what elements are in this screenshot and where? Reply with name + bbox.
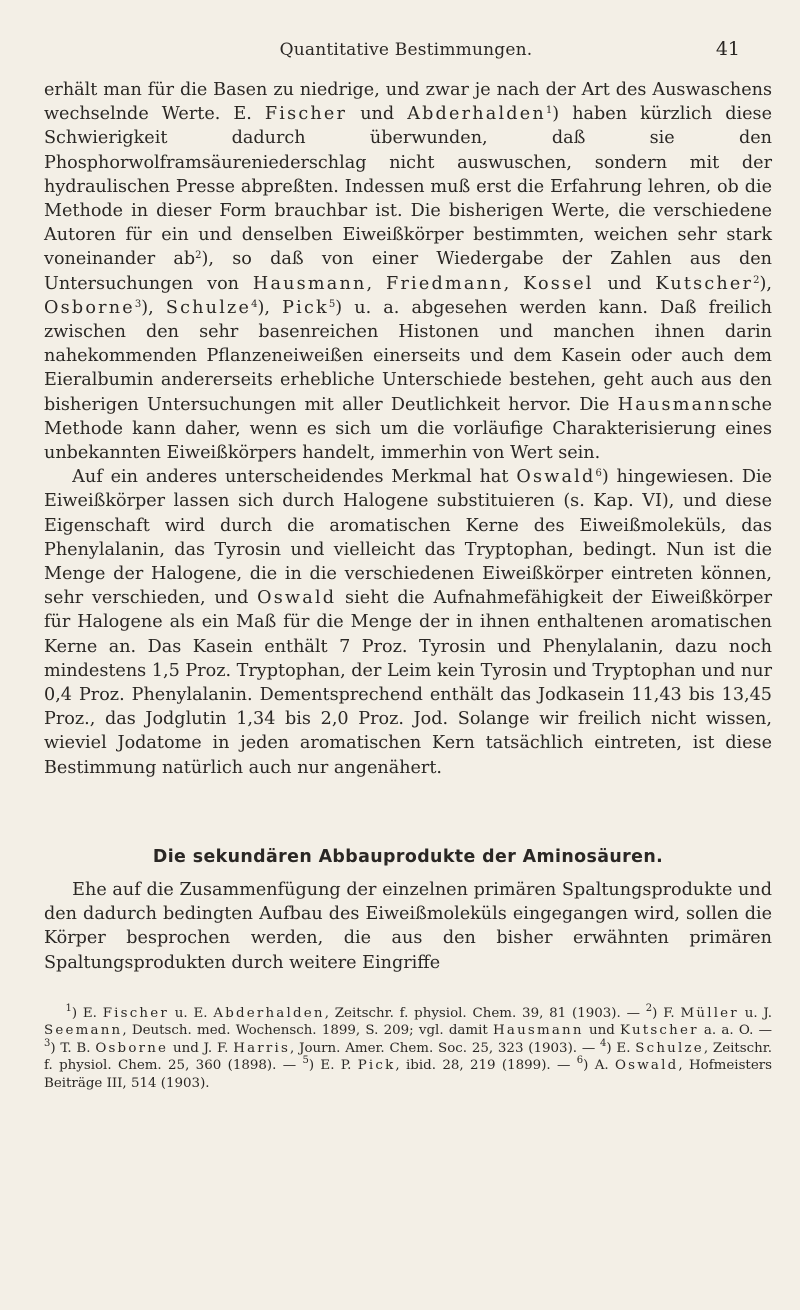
author-name: Oswald bbox=[615, 1058, 679, 1074]
running-title: Quantitative Bestimmungen. bbox=[279, 40, 533, 60]
author-name: Kutscher bbox=[655, 273, 754, 294]
footnote-marker: 6 bbox=[576, 1055, 584, 1067]
text-run: Auf ein anderes unterscheidendes Merkmal hat bbox=[72, 467, 517, 488]
footnote-marker: 4 bbox=[251, 298, 258, 310]
footnote-marker: 5 bbox=[302, 1055, 309, 1067]
running-header bbox=[60, 22, 752, 62]
author-name: Harris bbox=[233, 1040, 291, 1056]
page-number: 41 bbox=[715, 38, 740, 60]
text-run: ) E. bbox=[71, 1006, 103, 1021]
text-run: ), bbox=[257, 297, 283, 318]
text-run: ) T. B. bbox=[50, 1040, 96, 1056]
text-run: u. E. bbox=[168, 1006, 214, 1021]
text-run: , Hofmeisters Beiträge III, 514 (1903). bbox=[44, 1058, 773, 1091]
footnote-marker: 4 bbox=[600, 1037, 607, 1049]
text-run: ), bbox=[141, 297, 166, 318]
paragraph bbox=[44, 878, 772, 975]
footnote-marker: 3 bbox=[134, 298, 142, 310]
text-run: und bbox=[593, 273, 656, 294]
text-run: ) u. a. abgesehen werden kann. Daß freilich zwischen den sehr basenreichen Histonen und manchen ihnen darin nahekommenden Pflanzeneiweißen einerseits und dem Kasein oder auch dem Eieralbumin andererseits erhebliche Unterschiede bestehen, geht auch aus den bisherigen Untersuchungen mit aller Deutlichkeit hervor. Die bbox=[44, 297, 772, 415]
footnote-block bbox=[44, 1005, 772, 1092]
author-name: Osborne bbox=[44, 297, 135, 318]
text-run: Ehe auf die Zusammenfügung der einzelnen primären Spaltungsprodukte und den dadurch bedingten Aufbau des Eiweißmoleküls eingegangen wird, sollen die Körper besprochen werden, die aus den bisher erwähnten primären Spaltungsprodukten durch weitere Eingriffe bbox=[44, 880, 772, 973]
footnote-marker: 2 bbox=[645, 1003, 653, 1014]
text-run: ), bbox=[759, 273, 772, 294]
author-name: Seemann bbox=[44, 1023, 123, 1039]
author-name: Hausmann bbox=[493, 1023, 584, 1039]
text-run: , Journ. Amer. Chem. Soc. 25, 323 (1903). — bbox=[290, 1040, 601, 1056]
section-text bbox=[44, 878, 772, 975]
author-name: Fischer bbox=[102, 1006, 169, 1021]
paragraph bbox=[44, 78, 772, 465]
author-name: Abderhalden bbox=[407, 104, 546, 125]
text-run: , Zeitschr. f. physiol. Chem. 39, 81 (1903). — bbox=[324, 1006, 646, 1021]
text-run: , Deutsch. med. Wochensch. 1899, S. 209; vgl. damit bbox=[122, 1023, 494, 1039]
text-run: a. a. O. — bbox=[698, 1023, 772, 1039]
text-run: ) hingewiesen. Die Eiweißkörper lassen sich durch Halogene substituieren (s. Kap. VI), und diese Eigenschaft wird durch die aromatischen Kerne des Eiweißmoleküls, das Phenylalanin, das Tyrosin und vielleicht das Tryptophan, bedingt. Nun ist die Menge der Halogene, die in die verschiedenen Eiweißkörper eintreten können, sehr verschieden, und bbox=[44, 467, 772, 609]
footnote-marker: 3 bbox=[44, 1037, 51, 1049]
author-name: Abderhalden bbox=[213, 1006, 325, 1021]
author-name: Pick bbox=[357, 1058, 396, 1074]
author-name: Hausmann bbox=[617, 394, 732, 415]
text-run: , ibid. 28, 219 (1899). — bbox=[395, 1058, 577, 1074]
author-name: Müller bbox=[680, 1006, 739, 1021]
text-run: ) E. bbox=[606, 1040, 636, 1056]
footnote-marker: 2 bbox=[753, 274, 760, 286]
author-name: Osborne bbox=[95, 1040, 169, 1056]
footnote-marker: 2 bbox=[195, 250, 202, 262]
author-name: Friedmann bbox=[386, 273, 504, 294]
footnote-marker: 1 bbox=[65, 1003, 72, 1014]
text-run: ) haben kürzlich diese Schwierigkeit dadurch überwunden, daß sie den Phosphorwolframsäureniederschlag nicht auswuschen, sondern mit der hydraulischen Presse abpreßten. Indessen muß erst die Erfahrung lehren, ob die Methode in dieser Form brauchbar ist. Die bisherigen Werte, die verschiedene Autoren für ein und denselben Eiweißkörper bestimmten, weichen sehr stark voneinander ab bbox=[44, 104, 772, 270]
text-run: , bbox=[503, 273, 524, 294]
text-run: , Zeitschr. f. physiol. Chem. 25, 360 (1898). — bbox=[44, 1040, 772, 1074]
section-heading: Die sekundären Abbauprodukte der Aminosäuren. bbox=[152, 847, 664, 867]
paragraph bbox=[44, 465, 772, 780]
text-run: , bbox=[366, 273, 387, 294]
author-name: Kossel bbox=[523, 273, 594, 294]
text-run: und bbox=[347, 104, 408, 125]
text-run: und bbox=[583, 1023, 621, 1039]
footnote-marker: 6 bbox=[595, 468, 602, 480]
text-run: sieht die Aufnahmefähigkeit der Eiweißkörper für Halogene als ein Maß für die Menge der in ihnen enthaltenen aromatischen Kerne an. Das Kasein enthält 7 Proz. Tyrosin und Phenylalanin, dazu noch mindestens 1,5 Proz. Tryptophan, der Leim kein Tyrosin und Tryptophan und nur 0,4 Proz. Phenylalanin. Dementsprechend enthält das Jodkasein 11,43 bis 13,45 Proz., das Jodglutin 1,34 bis 2,0 Proz. Jod. Solange wir freilich nicht wissen, wieviel Jodatome in jeden aromatischen Kern tatsächlich eintreten, ist diese Bestimmung natürlich auch nur angenähert. bbox=[44, 588, 772, 778]
text-run: sche Methode kann daher, wenn es sich um die vorläufige Charakterisierung eines unbekannten Eiweißkörpers handelt, immerhin von Wert sein. bbox=[44, 394, 772, 464]
author-name: Schulze bbox=[165, 297, 252, 318]
author-name: Fischer bbox=[264, 104, 348, 125]
text-run: ) E. P. bbox=[308, 1058, 358, 1074]
author-name: Schulze bbox=[635, 1040, 704, 1056]
footnote-marker: 5 bbox=[328, 298, 336, 310]
text-run: ) F. bbox=[652, 1006, 681, 1021]
text-run: ), so daß von einer Wiedergabe der Zahlen aus den Untersuchungen von bbox=[44, 249, 772, 294]
text-run: erhält man für die Basen zu niedrige, und zwar je nach der Art des Auswaschens wechselnde Werte. E. bbox=[44, 80, 772, 125]
footnotes bbox=[44, 1005, 772, 1092]
author-name: Pick bbox=[282, 297, 329, 318]
main-text bbox=[44, 78, 772, 780]
text-run: ) A. bbox=[583, 1058, 615, 1074]
author-name: Hausmann bbox=[252, 273, 367, 294]
author-name: Oswald bbox=[516, 467, 596, 488]
footnote-marker: 1 bbox=[545, 105, 553, 117]
text-run: und J. F. bbox=[168, 1040, 234, 1056]
text-run: u. J. bbox=[738, 1006, 773, 1021]
author-name: Kutscher bbox=[620, 1023, 699, 1039]
author-name: Oswald bbox=[257, 588, 337, 609]
